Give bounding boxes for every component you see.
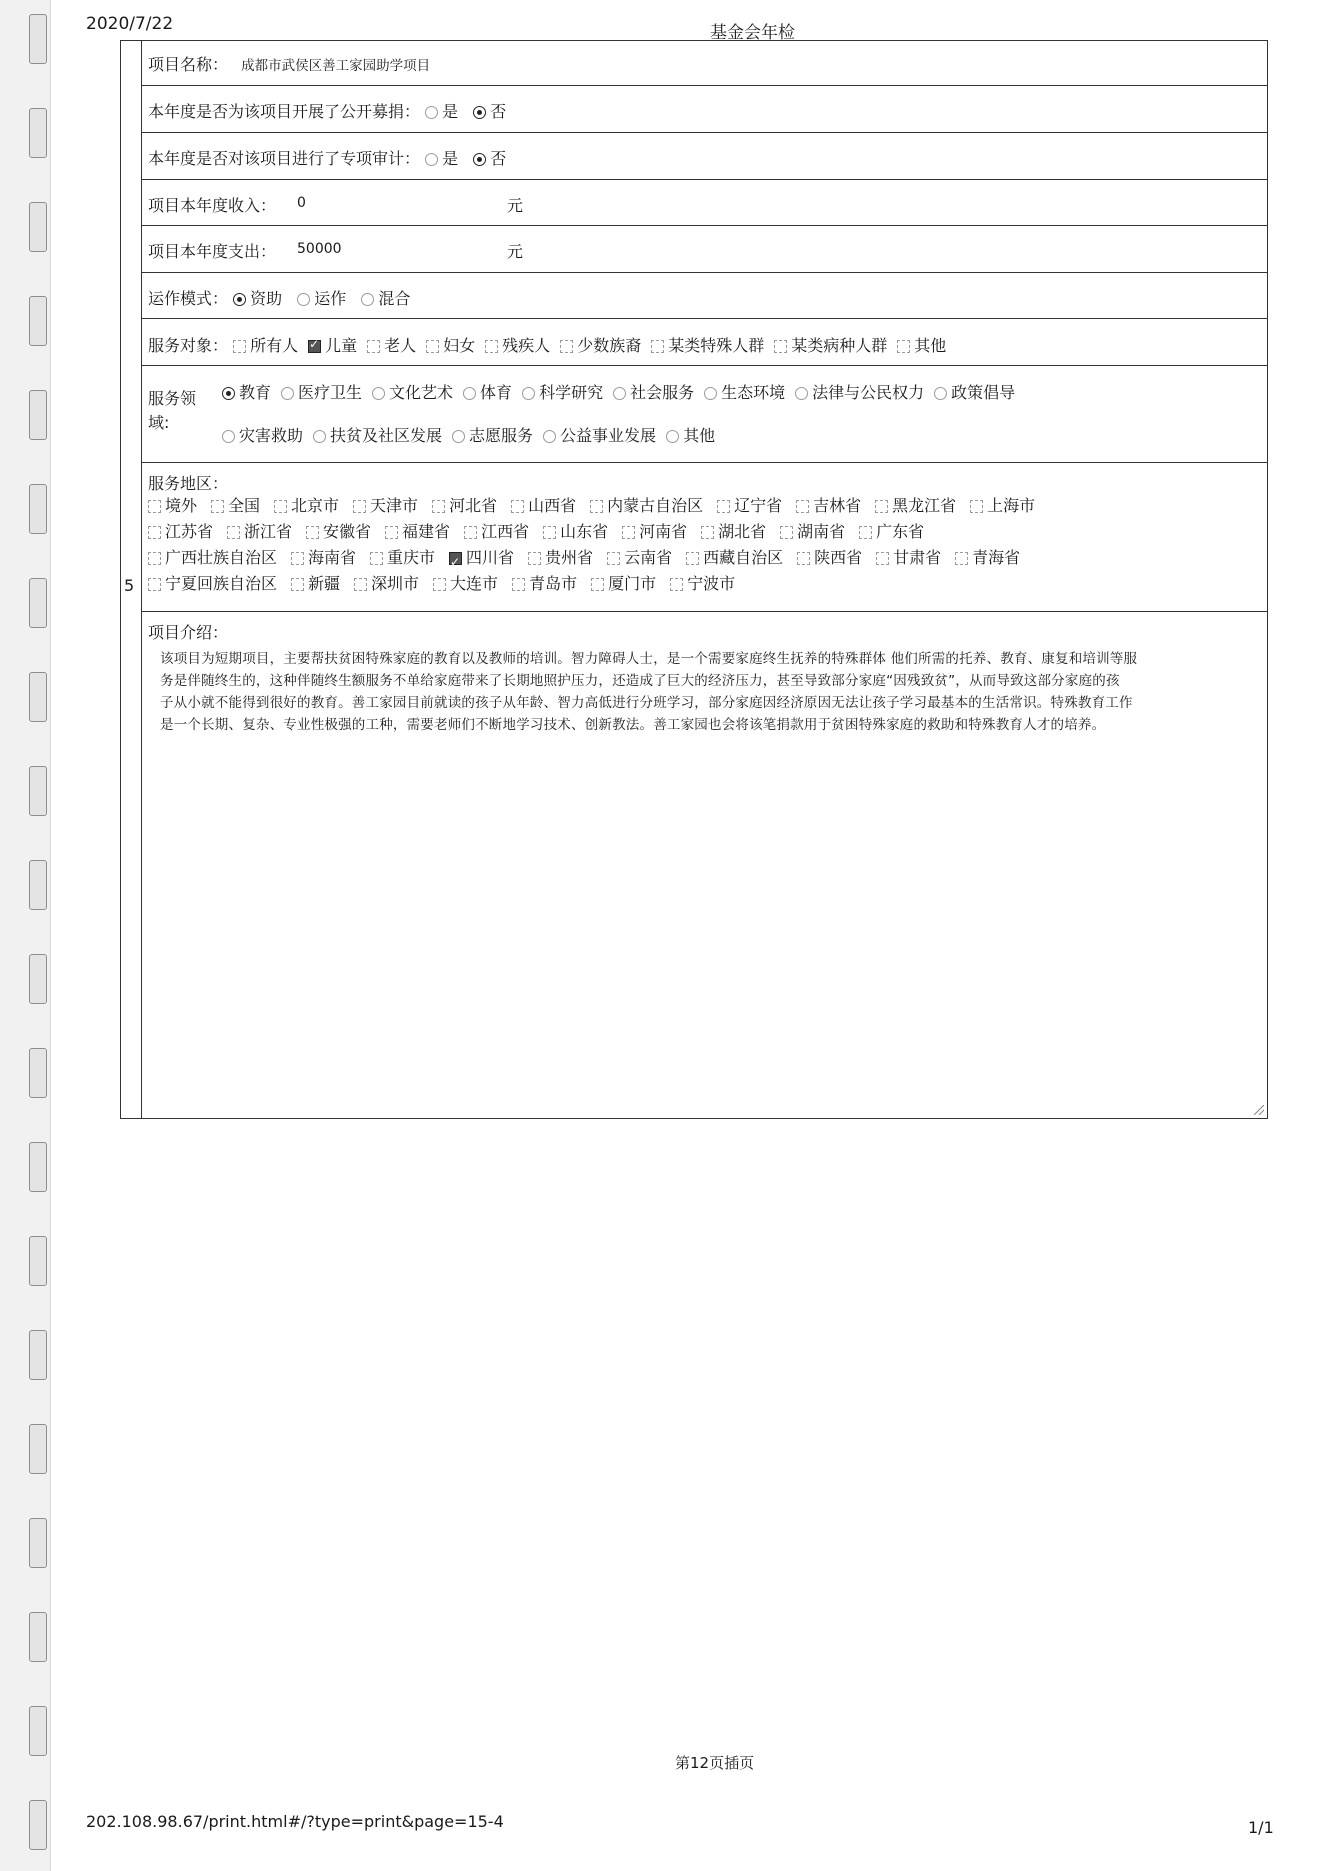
radio-icon: [361, 293, 374, 306]
punch-hole: [29, 1330, 47, 1380]
checkbox-icon: [426, 340, 439, 353]
intro-line: 务是伴随终生的，这种伴随终生额服务不单给家庭带来了长期地照护压力，还造成了巨大的经济压力，甚至导致部分家庭“因残致贫”，从而导致这部分家庭的孩: [160, 673, 1120, 689]
checkbox-icon: [353, 500, 366, 513]
checkbox-icon: [859, 526, 872, 539]
operation-mode-mixed[interactable]: 混合: [361, 286, 410, 309]
service-target-option[interactable]: 妇女: [426, 333, 475, 356]
service-field-option[interactable]: 科学研究: [522, 380, 603, 403]
punch-hole-strip: [0, 0, 51, 1871]
region-option[interactable]: 山东省: [543, 519, 608, 545]
region-option[interactable]: 深圳市: [354, 571, 419, 597]
region-option[interactable]: 重庆市: [370, 545, 435, 571]
service-field-option[interactable]: 医疗卫生: [281, 380, 362, 403]
checkbox-icon: [148, 552, 161, 565]
service-field-option[interactable]: 法律与公民权力: [795, 380, 924, 403]
radio-icon: [281, 387, 294, 400]
service-target-option[interactable]: 其他: [897, 333, 946, 356]
intro-line: 是一个长期、复杂、专业性极强的工种，需要老师们不断地学习技术、创新教法。善工家园也会将该笔捐款用于贫困特殊家庭的救助和特殊教育人才的培养。: [160, 717, 1106, 733]
radio-icon: [463, 387, 476, 400]
region-option[interactable]: 吉林省: [796, 493, 861, 519]
service-region-row: [142, 463, 1268, 612]
checkbox-icon: [796, 500, 809, 513]
checkbox-icon: [897, 340, 910, 353]
checkbox-icon: [291, 552, 304, 565]
punch-hole: [29, 578, 47, 628]
punch-hole: [29, 1424, 47, 1474]
service-targets-row: [142, 319, 1268, 366]
region-option[interactable]: 贵州省: [528, 545, 593, 571]
page-count: 1/1: [1248, 1818, 1274, 1837]
checkbox-icon: [701, 526, 714, 539]
service-fields-label-2: 域:: [148, 413, 170, 432]
intro-line: 该项目为短期项目，主要帮扶贫困特殊家庭的教育以及教师的培训。智力障碍人士，是一个需要家庭终生抚养的特殊群体 他们所需的托养、教育、康复和培训等服: [160, 651, 1138, 667]
region-option[interactable]: 湖南省: [780, 519, 845, 545]
region-option[interactable]: 宁波市: [670, 571, 735, 597]
project-intro-row: [142, 612, 1268, 1119]
radio-selected-icon: [473, 106, 486, 119]
checkbox-icon: [211, 500, 224, 513]
service-field-option[interactable]: 文化艺术: [372, 380, 453, 403]
checkbox-icon: [875, 500, 888, 513]
region-option[interactable]: 山西省: [511, 493, 576, 519]
service-target-option[interactable]: 残疾人: [485, 333, 550, 356]
checkbox-icon: [433, 578, 446, 591]
region-option[interactable]: 江西省: [464, 519, 529, 545]
region-line: [148, 571, 1049, 597]
checkbox-icon: [367, 340, 380, 353]
radio-icon: [543, 430, 556, 443]
print-url: 202.108.98.67/print.html#/?type=print&page=15-4: [86, 1812, 504, 1831]
checkbox-checked-icon: [308, 340, 321, 353]
service-field-option[interactable]: 公益事业发展: [543, 423, 656, 446]
expense-unit: 元: [507, 242, 524, 261]
punch-hole: [29, 14, 47, 64]
region-option[interactable]: 广西壮族自治区: [148, 545, 277, 571]
service-target-option[interactable]: 某类特殊人群: [651, 333, 764, 356]
region-option[interactable]: 新疆: [291, 571, 340, 597]
punch-hole: [29, 1048, 47, 1098]
service-target-option[interactable]: 所有人: [233, 333, 298, 356]
service-target-option[interactable]: 少数族裔: [560, 333, 641, 356]
service-targets-label: 服务对象：: [148, 336, 229, 355]
checkbox-icon: [780, 526, 793, 539]
punch-hole: [29, 1800, 47, 1850]
service-field-option[interactable]: 生态环境: [704, 380, 785, 403]
radio-icon: [372, 387, 385, 400]
region-option[interactable]: 内蒙古自治区: [590, 493, 703, 519]
checkbox-checked-icon: [449, 552, 462, 565]
radio-icon: [222, 430, 235, 443]
region-option[interactable]: 云南省: [607, 545, 672, 571]
service-region-label: 服务地区：: [148, 474, 229, 493]
service-target-option[interactable]: 某类病种人群: [774, 333, 887, 356]
print-date: 2020/7/22: [86, 14, 174, 34]
row-index: 5: [124, 576, 135, 595]
checkbox-icon: [148, 526, 161, 539]
checkbox-icon: [622, 526, 635, 539]
service-target-option[interactable]: ✓ 儿童: [308, 333, 357, 356]
project-name-row: [142, 40, 1268, 86]
radio-selected-icon: [473, 153, 486, 166]
page-note: 第12页插页: [675, 1754, 755, 1772]
radio-selected-icon: [222, 387, 235, 400]
service-field-option[interactable]: 社会服务: [613, 380, 694, 403]
punch-hole: [29, 390, 47, 440]
region-option[interactable]: 黑龙江省: [875, 493, 956, 519]
checkbox-icon: [797, 552, 810, 565]
checkbox-icon: [970, 500, 983, 513]
punch-hole: [29, 860, 47, 910]
checkbox-icon: [385, 526, 398, 539]
region-option[interactable]: 青海省: [955, 545, 1020, 571]
checkbox-icon: [485, 340, 498, 353]
region-option[interactable]: 湖北省: [701, 519, 766, 545]
radio-icon: [452, 430, 465, 443]
checkbox-icon: [233, 340, 246, 353]
row-index-column: [120, 40, 142, 1119]
income-unit: 元: [507, 196, 524, 215]
punch-hole: [29, 1612, 47, 1662]
region-option[interactable]: 福建省: [385, 519, 450, 545]
public-fundraising-no[interactable]: 否: [473, 99, 506, 122]
checkbox-icon: [291, 578, 304, 591]
punch-hole: [29, 108, 47, 158]
punch-hole: [29, 484, 47, 534]
operation-mode-operate[interactable]: 运作: [297, 286, 346, 309]
radio-icon: [425, 106, 438, 119]
region-option[interactable]: 江苏省: [148, 519, 213, 545]
checkbox-icon: [432, 500, 445, 513]
region-option[interactable]: 境外: [148, 493, 197, 519]
region-option[interactable]: 厦门市: [591, 571, 656, 597]
service-field-option[interactable]: 教育: [222, 380, 271, 403]
checkbox-icon: [774, 340, 787, 353]
checkbox-icon: [670, 578, 683, 591]
checkbox-icon: [590, 500, 603, 513]
operation-mode-grant[interactable]: 资助: [233, 286, 282, 309]
checkbox-icon: [876, 552, 889, 565]
checkbox-icon: [686, 552, 699, 565]
income-value: 0: [297, 195, 306, 211]
punch-hole: [29, 1706, 47, 1756]
special-audit-row: [142, 133, 1268, 180]
radio-icon: [666, 430, 679, 443]
project-intro-label: 项目介绍：: [148, 623, 229, 642]
radio-icon: [522, 387, 535, 400]
region-option[interactable]: 安徽省: [306, 519, 371, 545]
punch-hole: [29, 766, 47, 816]
radio-icon: [934, 387, 947, 400]
region-option[interactable]: 河北省: [432, 493, 497, 519]
region-option[interactable]: 浙江省: [227, 519, 292, 545]
checkbox-icon: [651, 340, 664, 353]
punch-hole: [29, 954, 47, 1004]
checkbox-icon: [306, 526, 319, 539]
income-row: [142, 180, 1268, 226]
region-option[interactable]: 辽宁省: [717, 493, 782, 519]
checkbox-icon: [148, 578, 161, 591]
region-option[interactable]: 甘肃省: [876, 545, 941, 571]
special-audit-label: 本年度是否对该项目进行了专项审计：: [148, 149, 421, 168]
checkbox-icon: [148, 500, 161, 513]
checkbox-icon: [591, 578, 604, 591]
intro-line: 子从小就不能得到很好的教育。善工家园目前就读的孩子从年龄、智力高低进行分班学习，部分家庭因经济原因无法让孩子学习最基本的生活常识。特殊教育工作: [160, 695, 1133, 711]
radio-icon: [795, 387, 808, 400]
public-fundraising-row: [142, 86, 1268, 133]
project-intro-text: [160, 648, 1250, 736]
project-name-value: 成都市武侯区善工家园助学项目: [241, 58, 431, 74]
region-option[interactable]: 天津市: [353, 493, 418, 519]
punch-hole: [29, 202, 47, 252]
radio-icon: [704, 387, 717, 400]
radio-icon: [297, 293, 310, 306]
punch-hole: [29, 1142, 47, 1192]
checkbox-icon: [464, 526, 477, 539]
punch-hole: [29, 296, 47, 346]
checkbox-icon: [560, 340, 573, 353]
region-option[interactable]: 西藏自治区: [686, 545, 783, 571]
page-title: 基金会年检: [710, 23, 795, 43]
service-fields-label-1: 服务领: [148, 389, 197, 408]
service-field-option[interactable]: 扶贫及社区发展: [313, 423, 442, 446]
resize-handle-icon[interactable]: [1254, 1105, 1264, 1115]
region-option[interactable]: 全国: [211, 493, 260, 519]
checkbox-icon: [354, 578, 367, 591]
radio-icon: [613, 387, 626, 400]
region-option[interactable]: 大连市: [433, 571, 498, 597]
service-target-option[interactable]: 老人: [367, 333, 416, 356]
radio-icon: [313, 430, 326, 443]
service-field-option[interactable]: 体育: [463, 380, 512, 403]
checkbox-icon: [955, 552, 968, 565]
expense-row: [142, 226, 1268, 273]
service-field-option[interactable]: 志愿服务: [452, 423, 533, 446]
region-line: [148, 519, 1049, 545]
service-field-option[interactable]: 政策倡导: [934, 380, 1015, 403]
checkbox-icon: [543, 526, 556, 539]
region-line: [148, 493, 1049, 519]
special-audit-yes[interactable]: 是: [425, 146, 458, 169]
project-name-label: 项目名称：: [148, 55, 229, 74]
public-fundraising-label: 本年度是否为该项目开展了公开募捐：: [148, 102, 421, 121]
service-fields-row: [142, 366, 1268, 463]
checkbox-icon: [717, 500, 730, 513]
special-audit-no[interactable]: 否: [473, 146, 506, 169]
region-option[interactable]: 青岛市: [512, 571, 577, 597]
checkbox-icon: [528, 552, 541, 565]
region-option[interactable]: 陕西省: [797, 545, 862, 571]
public-fundraising-yes[interactable]: 是: [425, 99, 458, 122]
region-option[interactable]: 广东省: [859, 519, 924, 545]
checkbox-icon: [274, 500, 287, 513]
service-field-option[interactable]: 其他: [666, 423, 715, 446]
operation-mode-row: [142, 273, 1268, 319]
checkbox-icon: [511, 500, 524, 513]
radio-icon: [425, 153, 438, 166]
checkbox-icon: [370, 552, 383, 565]
region-option[interactable]: 河南省: [622, 519, 687, 545]
operation-mode-label: 运作模式：: [148, 289, 229, 308]
punch-hole: [29, 1518, 47, 1568]
radio-selected-icon: [233, 293, 246, 306]
checkbox-icon: [512, 578, 525, 591]
region-line: [148, 545, 1049, 571]
region-option[interactable]: 北京市: [274, 493, 339, 519]
expense-value: 50000: [297, 241, 342, 257]
income-label: 项目本年度收入：: [148, 196, 277, 215]
punch-hole: [29, 672, 47, 722]
expense-label: 项目本年度支出：: [148, 242, 277, 261]
checkbox-icon: [607, 552, 620, 565]
region-option[interactable]: ✓ 四川省: [449, 545, 514, 571]
service-field-option[interactable]: 灾害救助: [222, 423, 303, 446]
region-option[interactable]: 海南省: [291, 545, 356, 571]
punch-hole: [29, 1236, 47, 1286]
region-option[interactable]: 上海市: [970, 493, 1035, 519]
region-option[interactable]: 宁夏回族自治区: [148, 571, 277, 597]
checkbox-icon: [227, 526, 240, 539]
